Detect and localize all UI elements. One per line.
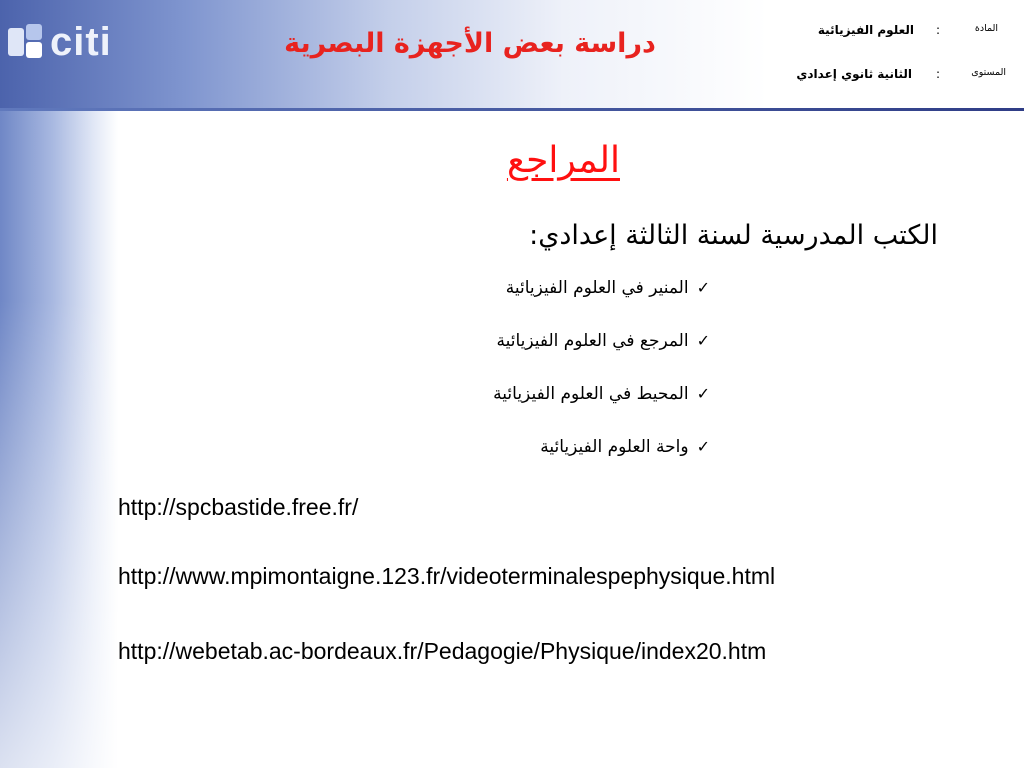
reference-link-webetab[interactable]: http://webetab.ac-bordeaux.fr/Pedagogie/Physique/index20.htm bbox=[118, 638, 767, 664]
subject-colon: : bbox=[935, 23, 940, 37]
book-title: المنير في العلوم الفيزيائية bbox=[505, 278, 689, 298]
references-heading: المراجع bbox=[506, 140, 620, 181]
list-item bbox=[380, 331, 710, 384]
list-item bbox=[380, 437, 710, 490]
textbook-list bbox=[380, 278, 710, 490]
logo-text: citi bbox=[50, 20, 112, 64]
reference-link-spcbastide[interactable]: http://spcbastide.free.fr/ bbox=[118, 494, 359, 520]
textbooks-subtitle: الكتب المدرسية لسنة الثالثة إعدادي: bbox=[529, 220, 938, 251]
subject-value: العلوم الفيزيائية bbox=[817, 23, 914, 37]
check-icon: ✓ bbox=[696, 331, 710, 350]
check-icon: ✓ bbox=[696, 384, 710, 403]
reference-link-mpimontaigne[interactable]: http://www.mpimontaigne.123.fr/videoterminalespephysique.html bbox=[118, 563, 776, 589]
slide-title: دراسة بعض الأجهزة البصرية bbox=[284, 28, 656, 59]
list-item bbox=[380, 278, 710, 331]
level-row bbox=[746, 67, 1006, 87]
subject-label: المادة bbox=[974, 23, 998, 34]
level-label: المستوى bbox=[971, 67, 1006, 78]
slide-header bbox=[0, 0, 1024, 110]
book-title: واحة العلوم الفيزيائية bbox=[540, 437, 689, 457]
citi-logo bbox=[8, 20, 112, 64]
subject-row bbox=[758, 23, 998, 43]
check-icon: ✓ bbox=[696, 437, 710, 456]
list-item bbox=[380, 384, 710, 437]
logo-icon bbox=[8, 24, 44, 60]
left-decor-fade bbox=[0, 300, 118, 768]
level-value: الثانية ثانوي إعدادي bbox=[796, 67, 912, 81]
check-icon: ✓ bbox=[696, 278, 710, 297]
book-title: المرجع في العلوم الفيزيائية bbox=[496, 331, 689, 351]
level-colon: : bbox=[935, 67, 940, 81]
header-divider bbox=[0, 108, 1024, 111]
book-title: المحيط في العلوم الفيزيائية bbox=[493, 384, 689, 404]
